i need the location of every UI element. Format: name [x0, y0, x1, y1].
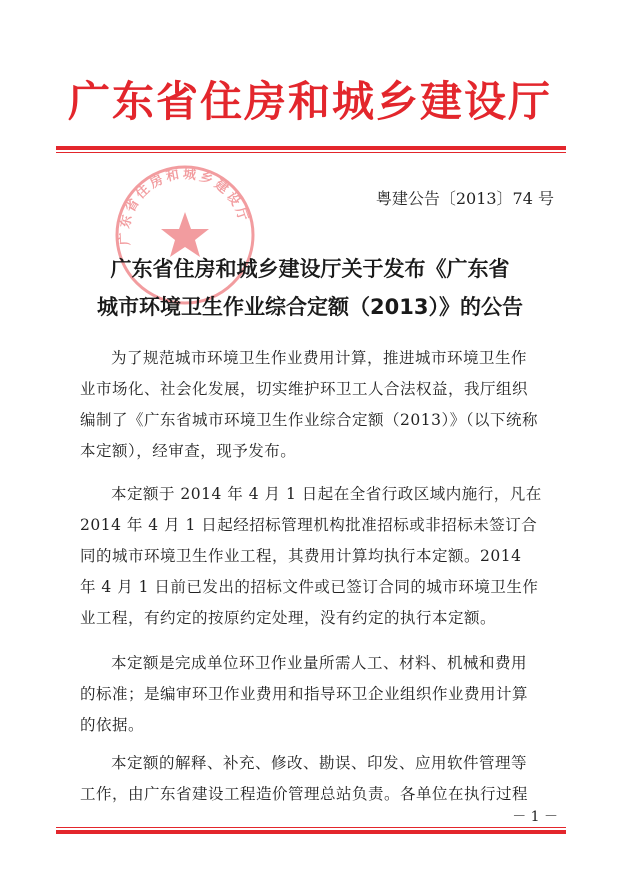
announcement-title-line-2: 城市环境卫生作业综合定额（2013）》的公告 [97, 295, 523, 319]
page-number: － 1 － [512, 809, 558, 825]
paragraph-line: 编制了《广东省城市环境卫生作业综合定额（2013）》（以下统称 [80, 411, 538, 429]
paragraph-line: 业市场化、社会化发展，切实维护环卫工人合法权益，我厅组织 [80, 380, 529, 398]
document-number: 粤建公告〔2013〕74 号 [375, 189, 554, 208]
paragraph-line: 的依据。 [80, 716, 145, 734]
paragraph-line: 2014 年 4 月 1 日起经招标管理机构批准招标或非招标未签订合 [80, 516, 538, 534]
seal-ring-text: 广东省住房和城乡建设厅 [117, 166, 252, 246]
masthead-rule-thick [56, 146, 566, 150]
paragraph-line: 的标准；是编审环卫作业费用和指导环卫企业组织作业费用计算 [80, 685, 529, 703]
paragraph-line: 本定额是完成单位环卫作业量所需人工、材料、机械和费用 [111, 654, 528, 672]
footer-rule-thin [56, 827, 566, 828]
paragraph-2 [80, 479, 550, 634]
masthead-rule-thin [56, 152, 566, 153]
paragraph-line: 本定额），经审查，现予发布。 [80, 442, 297, 460]
paragraph-line: 同的城市环境卫生作业工程，其费用计算均执行本定额。2014 [80, 547, 522, 565]
paragraph-line: 工作，由广东省建设工程造价管理总站负责。各单位在执行过程 [80, 785, 529, 803]
paragraph-4 [80, 748, 550, 810]
paragraph-line: 为了规范城市环境卫生作业费用计算，推进城市环境卫生作 [111, 349, 528, 367]
announcement-title-line-1: 广东省住房和城乡建设厅关于发布《广东省 [110, 257, 510, 281]
footer-rule-thick [56, 830, 566, 834]
paragraph-line: 业工程，有约定的按原约定处理，没有约定的执行本定额。 [80, 609, 497, 627]
paragraph-line: 年 4 月 1 日前已发出的招标文件或已签订合同的城市环境卫生作 [80, 578, 539, 596]
paragraph-line: 本定额的解释、补充、修改、勘误、印发、应用软件管理等 [111, 754, 528, 772]
masthead-title: 广东省住房和城乡建设厅 [67, 77, 552, 126]
paragraph-3 [80, 648, 550, 741]
paragraph-1 [80, 343, 550, 467]
paragraph-line: 本定额于 2014 年 4 月 1 日起在全省行政区域内施行，凡在 [111, 485, 542, 503]
